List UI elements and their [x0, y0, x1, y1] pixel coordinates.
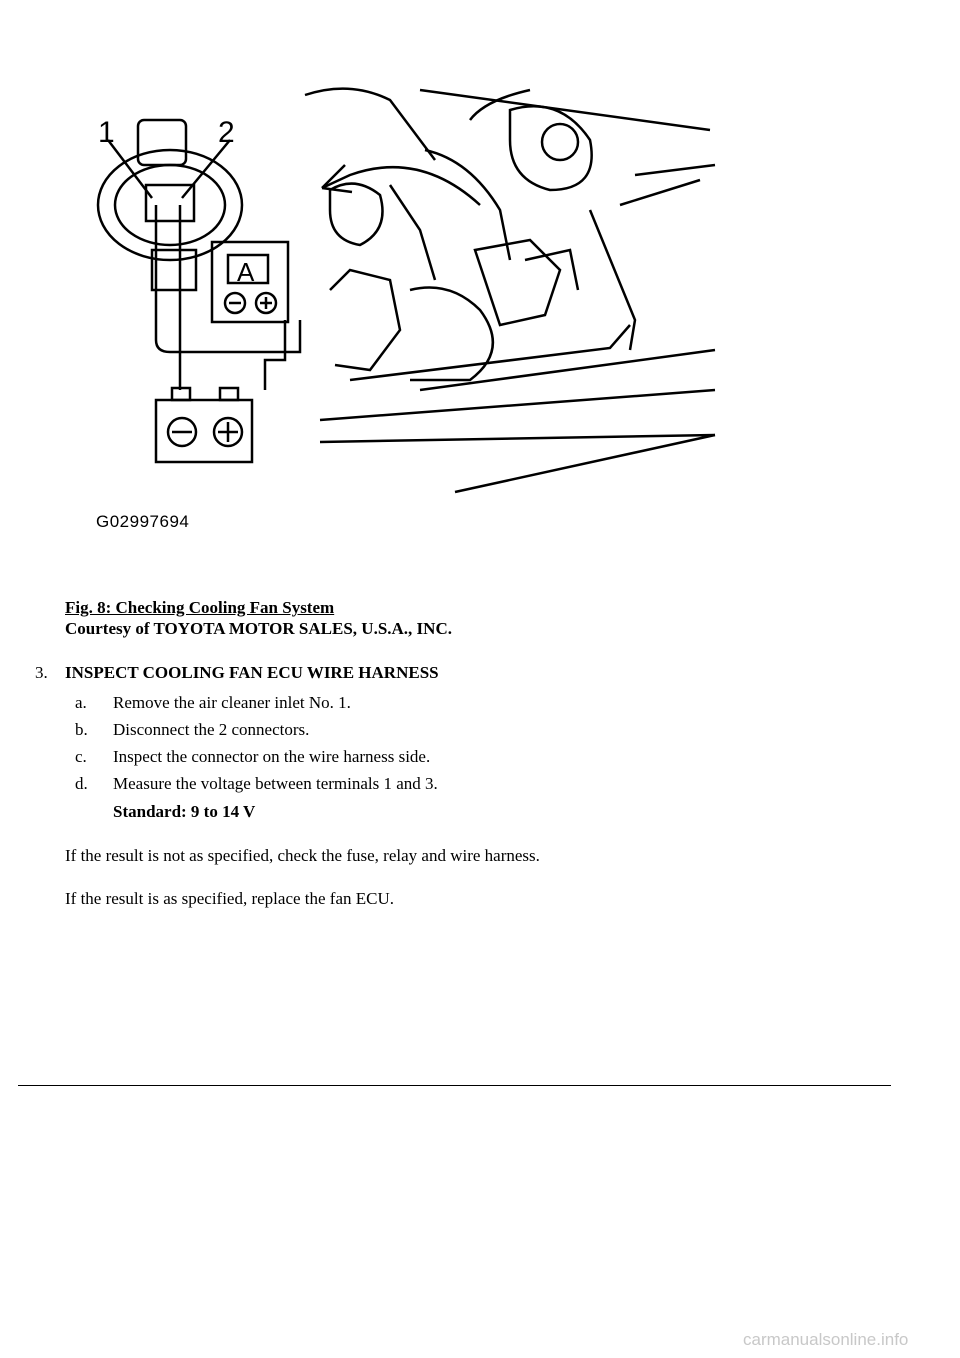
substep-text: Remove the air cleaner inlet No. 1.: [113, 693, 351, 712]
substep-text: Measure the voltage between terminals 1 and 3.: [113, 774, 438, 793]
substep-item: [75, 774, 438, 794]
result-paragraph: If the result is not as specified, check the fuse, relay and wire harness.: [65, 846, 540, 865]
substep-letter: a.: [75, 693, 87, 712]
substep-letter: d.: [75, 774, 88, 793]
step-title: INSPECT COOLING FAN ECU WIRE HARNESS: [65, 663, 439, 682]
terminal-label-2: 2: [218, 116, 235, 149]
substep-item: [75, 693, 351, 713]
result-paragraph: If the result is as specified, replace the fan ECU.: [65, 889, 395, 908]
figure-credit: Courtesy of TOYOTA MOTOR SALES, U.S.A., INC.: [65, 619, 452, 638]
step-number: 3.: [35, 663, 48, 682]
step-heading: [35, 663, 439, 683]
substep-text: Disconnect the 2 connectors.: [113, 720, 310, 739]
figure-illustration: [90, 80, 730, 550]
watermark: carmanualsonline.info: [743, 1330, 909, 1349]
substep-letter: c.: [75, 747, 87, 766]
terminal-label-1: 1: [98, 116, 115, 149]
standard-value: Standard: 9 to 14 V: [113, 802, 256, 821]
page-divider: [18, 1085, 891, 1086]
substep-item: [75, 720, 309, 740]
substep-text: Inspect the connector on the wire harness side.: [113, 747, 431, 766]
figure-title-link[interactable]: Fig. 8: Checking Cooling Fan System: [65, 598, 335, 617]
substep-letter: b.: [75, 720, 88, 739]
figure-caption: [65, 597, 452, 639]
substep-item: [75, 747, 430, 767]
figure-id-code: G02997694: [96, 512, 190, 531]
figure-checking-cooling-fan: [90, 80, 730, 550]
ammeter-symbol: A: [237, 257, 255, 287]
